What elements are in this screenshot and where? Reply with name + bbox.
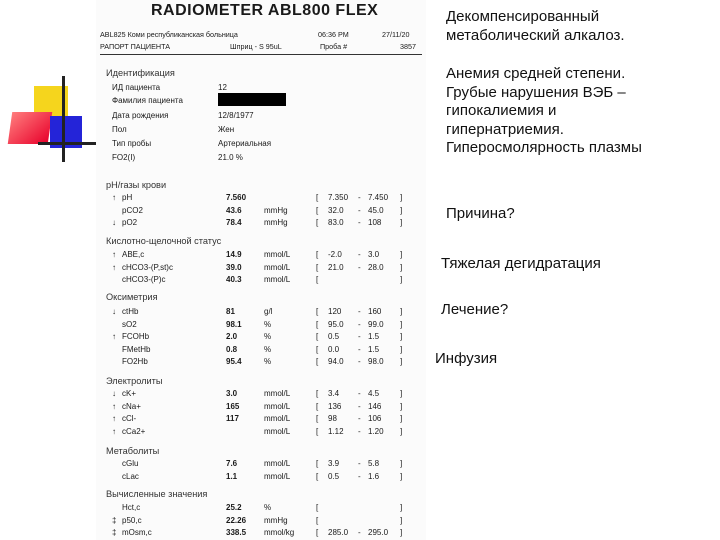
measurement-value: 7.6 <box>226 459 238 468</box>
range-bracket-left: [ <box>316 426 319 436</box>
measurement-row <box>96 516 426 528</box>
range-dash: - <box>358 262 361 272</box>
measurement-value: 39.0 <box>226 262 242 272</box>
reference-low: 0.5 <box>328 332 340 342</box>
note-cause-answer: Тяжелая дегидратация <box>441 255 601 272</box>
identification-row <box>96 153 426 165</box>
measurement-row <box>96 459 426 471</box>
measurement-flag: ↑ <box>112 426 116 436</box>
measurement-flag: ↑ <box>112 414 116 424</box>
range-bracket-right: ] <box>400 262 403 272</box>
note-treatment-answer: Инфузия <box>435 350 498 367</box>
measurement-name: ABE,c <box>122 250 145 259</box>
reference-low: 21.0 <box>328 262 344 272</box>
measurement-row <box>96 357 426 369</box>
measurement-unit: mmol/L <box>264 389 291 398</box>
range-bracket-right: ] <box>400 205 403 215</box>
report-header-rule <box>100 54 422 55</box>
measurement-value: 117 <box>226 414 239 424</box>
identification-value: 12 <box>218 83 227 92</box>
measurement-flag: ↑ <box>112 193 116 202</box>
report-brand: RADIOMETER ABL800 FLEX <box>151 2 379 19</box>
measurement-flag: ↓ <box>112 389 116 398</box>
range-bracket-left: [ <box>316 319 319 329</box>
measurement-value: 2.0 <box>226 332 238 342</box>
measurement-value: 25.2 <box>226 503 242 512</box>
range-bracket-left: [ <box>316 332 319 342</box>
measurement-value: 98.1 <box>226 319 242 329</box>
measurement-row <box>96 528 426 540</box>
range-dash: - <box>358 401 361 411</box>
measurement-value: 22.26 <box>226 515 247 525</box>
measurement-value: 338.5 <box>226 528 247 538</box>
reference-high: 1.5 <box>368 344 380 354</box>
report-sample-label: Проба # <box>320 42 348 51</box>
measurement-unit: mmol/L <box>264 250 291 259</box>
section-oximetry: Оксиметрия <box>106 292 158 302</box>
identification-label: ИД пациента <box>112 83 161 92</box>
measurement-unit: mmol/L <box>264 262 291 272</box>
reference-low: 83.0 <box>328 218 344 228</box>
measurement-name: cHCO3-(P,st)c <box>122 262 173 272</box>
range-dash: - <box>358 426 361 436</box>
measurement-unit: % <box>264 503 272 512</box>
range-bracket-right: ] <box>400 528 403 538</box>
measurement-name: ctHb <box>122 307 139 316</box>
measurement-value: 14.9 <box>226 250 242 259</box>
measurement-flag: ↑ <box>112 401 116 411</box>
presentation-logo-icon <box>8 76 100 164</box>
measurement-unit: % <box>264 344 272 354</box>
measurement-unit: % <box>264 357 272 367</box>
measurement-flag: ↓ <box>112 218 116 228</box>
measurement-row <box>96 218 426 230</box>
measurement-name: cCl- <box>122 414 137 424</box>
logo-vertical-line <box>62 76 65 162</box>
range-dash: - <box>358 332 361 342</box>
section-calculated: Вычисленные значения <box>106 489 208 499</box>
range-bracket-left: [ <box>316 471 319 481</box>
reference-high: 45.0 <box>368 205 384 215</box>
range-dash: - <box>358 250 361 259</box>
measurement-unit: mmol/L <box>264 401 291 411</box>
measurement-name: cGlu <box>122 459 139 468</box>
range-bracket-right: ] <box>400 401 403 411</box>
range-bracket-right: ] <box>400 459 403 468</box>
range-bracket-right: ] <box>400 332 403 342</box>
measurement-unit: mmol/L <box>264 426 291 436</box>
measurement-value: 78.4 <box>226 218 242 228</box>
identification-row <box>96 83 426 95</box>
range-bracket-right: ] <box>400 344 403 354</box>
identification-label: Тип пробы <box>112 139 152 148</box>
measurement-unit: mmol/L <box>264 414 291 424</box>
range-dash: - <box>358 218 361 228</box>
range-dash: - <box>358 344 361 354</box>
identification-label: Пол <box>112 125 127 134</box>
reference-low: -2.0 <box>328 250 342 259</box>
measurement-name: FO2Hb <box>122 357 148 367</box>
measurement-unit: g/l <box>264 307 273 316</box>
range-bracket-left: [ <box>316 357 319 367</box>
measurement-value: 1.1 <box>226 471 238 481</box>
measurement-row <box>96 414 426 426</box>
report-hospital: ABL825 Коми республиканская больница <box>100 30 238 39</box>
measurement-value: 7.560 <box>226 193 247 202</box>
range-bracket-right: ] <box>400 389 403 398</box>
range-bracket-right: ] <box>400 218 403 228</box>
range-dash: - <box>358 319 361 329</box>
note-findings: Анемия средней степени. Грубые нарушения ВЭБ – гипокалиемия и гипернатриемия. Гиперосмолярность плазмы <box>446 65 642 156</box>
reference-high: 5.8 <box>368 459 380 468</box>
range-bracket-right: ] <box>400 515 403 525</box>
reference-high: 1.20 <box>368 426 384 436</box>
range-dash: - <box>358 307 361 316</box>
measurement-row <box>96 427 426 439</box>
measurement-value: 43.6 <box>226 205 242 215</box>
measurement-row <box>96 193 426 205</box>
measurement-row <box>96 275 426 287</box>
report-sample-number: 3857 <box>400 42 416 51</box>
reference-high: 98.0 <box>368 357 384 367</box>
reference-high: 7.450 <box>368 193 389 202</box>
range-bracket-right: ] <box>400 307 403 316</box>
measurement-name: FMetHb <box>122 344 151 354</box>
range-bracket-right: ] <box>400 471 403 481</box>
measurement-unit: mmol/L <box>264 459 291 468</box>
measurement-value: 95.4 <box>226 357 242 367</box>
identification-label: Фамилия пациента <box>112 96 183 105</box>
note-treatment-question: Лечение? <box>441 301 509 318</box>
range-dash: - <box>358 459 361 468</box>
range-bracket-left: [ <box>316 307 319 316</box>
range-bracket-right: ] <box>400 250 403 259</box>
section-identification: Идентификация <box>106 68 175 78</box>
measurement-flag: ‡ <box>112 528 117 538</box>
range-bracket-left: [ <box>316 262 319 272</box>
range-bracket-left: [ <box>316 218 319 228</box>
reference-low: 0.5 <box>328 471 340 481</box>
measurement-unit: mmol/L <box>264 471 291 481</box>
range-dash: - <box>358 389 361 398</box>
section-metabolites: Метаболиты <box>106 446 160 456</box>
measurement-flag: ↓ <box>112 307 116 316</box>
measurement-flag: ‡ <box>112 515 117 525</box>
measurement-row <box>96 472 426 484</box>
measurement-name: FCOHb <box>122 332 150 342</box>
range-bracket-left: [ <box>316 503 319 512</box>
reference-high: 99.0 <box>368 319 384 329</box>
measurement-row <box>96 320 426 332</box>
reference-high: 4.5 <box>368 389 380 398</box>
range-bracket-right: ] <box>400 275 403 285</box>
identification-value: Артериальная <box>218 139 272 148</box>
measurement-name: sO2 <box>122 319 137 329</box>
identification-row <box>96 139 426 151</box>
range-bracket-left: [ <box>316 193 319 202</box>
measurement-name: pO2 <box>122 218 138 228</box>
reference-low: 98 <box>328 414 337 424</box>
identification-value: Жен <box>218 125 235 134</box>
report-type: РАПОРТ ПАЦИЕНТА <box>100 42 171 51</box>
measurement-flag: ↑ <box>112 332 116 342</box>
report-date: 27/11/20 <box>382 30 410 39</box>
reference-low: 136 <box>328 401 342 411</box>
section-ph-gases: pH/газы крови <box>106 180 167 190</box>
reference-low: 3.4 <box>328 389 340 398</box>
range-bracket-left: [ <box>316 389 319 398</box>
note-diagnosis: Декомпенсированный метаболический алкалоз. <box>446 8 625 44</box>
measurement-row <box>96 332 426 344</box>
reference-low: 1.12 <box>328 426 344 436</box>
reference-high: 106 <box>368 414 382 424</box>
measurement-unit: % <box>264 332 272 342</box>
measurement-name: cLac <box>122 471 139 481</box>
range-dash: - <box>358 357 361 367</box>
range-bracket-left: [ <box>316 344 319 354</box>
measurement-name: p50,c <box>122 515 142 525</box>
reference-high: 1.6 <box>368 471 380 481</box>
range-bracket-left: [ <box>316 205 319 215</box>
measurement-name: mOsm,c <box>122 528 152 538</box>
section-electrolytes: Электролиты <box>106 376 163 386</box>
identification-label: FO2(I) <box>112 153 136 162</box>
reference-high: 295.0 <box>368 528 389 538</box>
measurement-unit: % <box>264 319 272 329</box>
reference-low: 94.0 <box>328 357 344 367</box>
range-bracket-left: [ <box>316 459 319 468</box>
measurement-row <box>96 503 426 515</box>
range-dash: - <box>358 528 361 538</box>
range-bracket-left: [ <box>316 414 319 424</box>
measurement-flag: ↑ <box>112 262 116 272</box>
measurement-unit: mmol/kg <box>264 528 295 538</box>
report-syringe: Шприц - S 95uL <box>230 42 282 51</box>
reference-high: 1.5 <box>368 332 380 342</box>
reference-high: 146 <box>368 401 382 411</box>
identification-row <box>96 111 426 123</box>
range-dash: - <box>358 193 361 202</box>
reference-high: 3.0 <box>368 250 380 259</box>
measurement-name: cHCO3-(P)c <box>122 275 166 285</box>
identification-row <box>96 125 426 137</box>
range-bracket-right: ] <box>400 319 403 329</box>
range-bracket-left: [ <box>316 275 319 285</box>
range-dash: - <box>358 471 361 481</box>
range-dash: - <box>358 205 361 215</box>
measurement-value: 40.3 <box>226 275 242 285</box>
reference-low: 3.9 <box>328 459 340 468</box>
range-bracket-right: ] <box>400 357 403 367</box>
reference-low: 7.350 <box>328 193 349 202</box>
reference-low: 95.0 <box>328 319 344 329</box>
identification-value: 12/8/1977 <box>218 111 254 120</box>
report-time: 06:36 PM <box>318 30 349 39</box>
reference-low: 32.0 <box>328 205 344 215</box>
measurement-unit: mmHg <box>264 218 288 228</box>
range-bracket-right: ] <box>400 414 403 424</box>
measurement-value: 0.8 <box>226 344 238 354</box>
reference-low: 120 <box>328 307 342 316</box>
measurement-flag: ↑ <box>112 250 116 259</box>
measurement-value: 81 <box>226 307 235 316</box>
reference-high: 28.0 <box>368 262 384 272</box>
measurement-row <box>96 263 426 275</box>
logo-horizontal-line <box>38 142 100 145</box>
range-bracket-left: [ <box>316 515 319 525</box>
reference-high: 108 <box>368 218 382 228</box>
measurement-name: cCa2+ <box>122 426 146 436</box>
section-acid-base: Кислотно-щелочной статус <box>106 236 222 246</box>
measurement-row <box>96 345 426 357</box>
reference-high: 160 <box>368 307 382 316</box>
measurement-value: 165 <box>226 401 240 411</box>
measurement-row <box>96 389 426 401</box>
logo-red-square <box>8 112 52 144</box>
measurement-value: 3.0 <box>226 389 238 398</box>
measurement-name: cNa+ <box>122 401 141 411</box>
measurement-unit: mmol/L <box>264 275 291 285</box>
reference-low: 0.0 <box>328 344 340 354</box>
measurement-unit: mmHg <box>264 515 288 525</box>
measurement-unit: mmHg <box>264 205 288 215</box>
measurement-row <box>96 307 426 319</box>
measurement-row <box>96 250 426 262</box>
note-cause-question: Причина? <box>446 205 515 222</box>
range-bracket-left: [ <box>316 250 319 259</box>
range-bracket-left: [ <box>316 528 319 538</box>
measurement-name: Hct,c <box>122 503 141 512</box>
measurement-row <box>96 402 426 414</box>
range-bracket-left: [ <box>316 401 319 411</box>
reference-low: 285.0 <box>328 528 349 538</box>
range-bracket-right: ] <box>400 193 403 202</box>
measurement-row <box>96 206 426 218</box>
range-bracket-right: ] <box>400 426 403 436</box>
measurement-name: cK+ <box>122 389 137 398</box>
measurement-name: pH <box>122 193 133 202</box>
lab-report-scan <box>96 0 426 540</box>
identification-row <box>96 96 426 108</box>
range-bracket-right: ] <box>400 503 403 512</box>
measurement-name: pCO2 <box>122 205 143 215</box>
identification-label: Дата рождения <box>112 111 169 120</box>
range-dash: - <box>358 414 361 424</box>
identification-value: 21.0 % <box>218 153 243 162</box>
